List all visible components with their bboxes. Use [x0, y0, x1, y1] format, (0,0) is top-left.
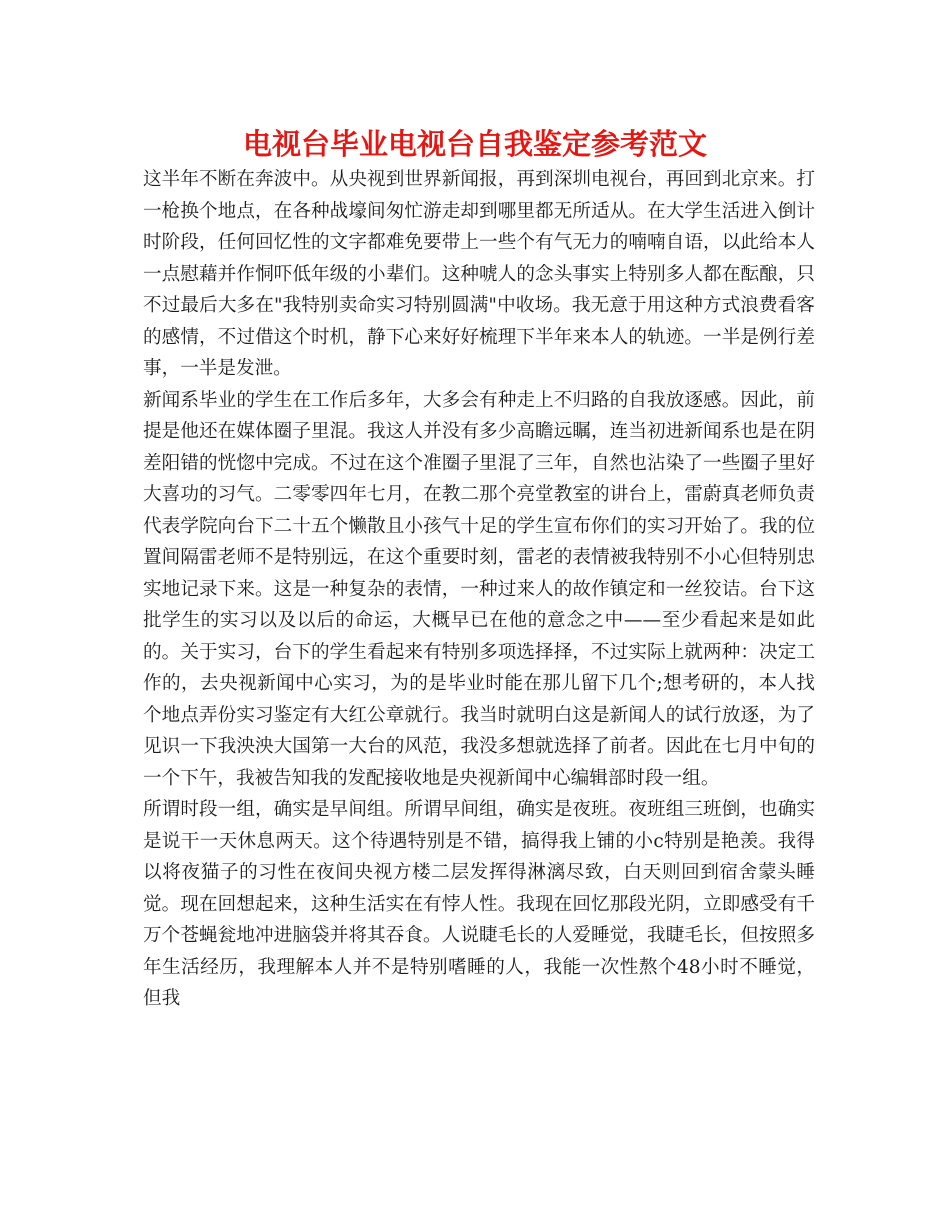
paragraph: 所谓时段一组，确实是早间组。所谓早间组，确实是夜班。夜班组三班倒，也确实是说干一天休息两天。这个待遇特别是不错，搞得我上铺的小c特别是艳羡。我得以将夜猫子的习性在夜间央视方楼二层发挥得淋漓尽致，白天则回到宿舍蒙头睡觉。现在回想起来，这种生活实在有悖人性。我现在回忆那段光阴，立即感受有千万个苍蝇瓮地冲进脑袋并将其吞食。人说睫毛长的人爱睡觉，我睫毛长，但按照多年生活经历，我理解本人并不是特别嗜睡的人，我能一次性熬个48小时不睡觉，但我 — [143, 799, 815, 1009]
paragraph: 新闻系毕业的学生在工作后多年，大多会有种走上不归路的自我放逐感。因此，前提是他还在媒体圈子里混。我这人并没有多少高瞻远瞩，连当初进新闻系也是在阴差阳错的恍惚中完成。不过在这个准圈子里混了三年，自然也沾染了一些圈子里好大喜功的习气。二零零四年七月，在教二那个亮堂教室的讲台上，雷蔚真老师负责代表学院向台下二十五个懒散且小孩气十足的学生宣布你们的实习开始了。我的位置间隔雷老师不是特别远，在这个重要时刻，雷老的表情被我特别不小心但特别忠实地记录下来。这是一种复杂的表情，一种过来人的故作镇定和一丝狡诘。台下这批学生的实习以及以后的命运，大概早已在他的意念之中——至少看起来是如此的。关于实习，台下的学生看起来有特别多项选择择，不过实际上就两种：决定工作的，去央视新闻中心实习，为的是毕业时能在那儿留下几个;想考研的，本人找个地点弄份实习鉴定有大红公章就行。我当时就明白这是新闻人的试行放逐，为了见识一下我泱泱大国第一大台的风范，我没多想就选择了前者。因此在七月中旬的一个下午，我被告知我的发配接收地是央视新闻中心编辑部时段一组。 — [143, 389, 815, 789]
document-body — [143, 164, 815, 1015]
document-title: 电视台毕业电视台自我鉴定参考范文 — [242, 127, 707, 161]
paragraph: 这半年不断在奔波中。从央视到世界新闻报，再到深圳电视台，再回到北京来。打一枪换个地点，在各种战壕间匆忙游走却到哪里都无所适从。在大学生活进入倒计时阶段，任何回忆性的文字都难免要带上一些个有气无力的喃喃自语，以此给本人一点慰藉并作恫吓低年级的小辈们。这种唬人的念头事实上特别多人都在酝酿，只不过最后大多在"我特别卖命实习特别圆满"中收场。我无意于用这种方式浪费看客的感情，不过借这个时机，静下心来好好梳理下半年来本人的轨迹。一半是例行差事，一半是发泄。 — [143, 169, 815, 379]
